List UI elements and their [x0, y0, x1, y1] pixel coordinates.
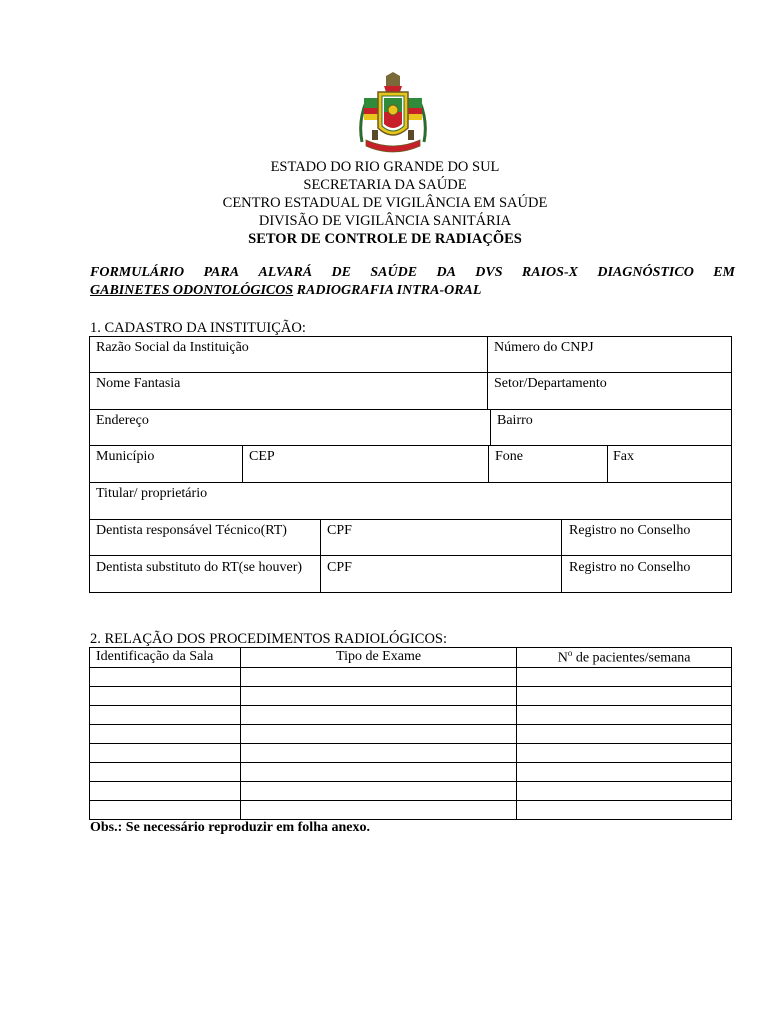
form-title-line2	[90, 282, 735, 300]
col-header-pacientes	[517, 648, 732, 668]
field-registro-substituto[interactable]: Registro no Conselho	[569, 560, 691, 575]
cell-pacientes[interactable]	[517, 724, 732, 743]
field-cnpj[interactable]: Número do CNPJ	[494, 340, 594, 355]
form-title-word: FORMULÁRIO	[90, 265, 185, 280]
field-nome-fantasia[interactable]: Nome Fantasia	[96, 376, 181, 391]
form-title-word: DVS	[475, 265, 503, 280]
procedures-table-header	[90, 648, 732, 668]
col-divider	[242, 445, 243, 483]
field-cep[interactable]: CEP	[249, 449, 275, 464]
col-divider	[488, 445, 489, 483]
cell-sala[interactable]	[90, 800, 241, 819]
header-secretariat: SECRETARIA DA SAÚDE	[303, 177, 467, 193]
form-title-word: DIAGNÓSTICO	[597, 265, 694, 280]
cell-sala[interactable]	[90, 667, 241, 686]
form-title-word: DA	[436, 265, 456, 280]
form-title-word: DE	[331, 265, 351, 280]
col-header-tipo-exame: Tipo de Exame	[240, 648, 516, 668]
field-endereco[interactable]: Endereço	[96, 413, 149, 428]
cell-tipo-exame[interactable]	[240, 762, 516, 781]
cell-sala[interactable]	[90, 705, 241, 724]
col-header-pacientes-sup: o	[567, 648, 573, 658]
form-title-line1	[90, 264, 735, 282]
table-row[interactable]	[90, 667, 732, 686]
field-bairro[interactable]: Bairro	[497, 413, 533, 428]
field-cpf-rt[interactable]: CPF	[327, 523, 352, 538]
form-title	[90, 264, 735, 300]
form-title-word: RAIOS-X	[521, 265, 578, 280]
field-fax[interactable]: Fax	[613, 449, 634, 464]
field-razao-social[interactable]: Razão Social da Instituição	[96, 340, 249, 355]
form-title-word: ALVARÁ	[258, 265, 313, 280]
form-title-word: EM	[713, 265, 735, 280]
header-sector: SETOR DE CONTROLE DE RADIAÇÕES	[248, 231, 522, 247]
form-title-underlined: GABINETES ODONTOLÓGICOS	[90, 283, 294, 298]
table-row[interactable]	[90, 686, 732, 705]
field-fone[interactable]: Fone	[495, 449, 523, 464]
table-row[interactable]	[90, 762, 732, 781]
field-municipio[interactable]: Município	[96, 449, 155, 464]
cell-tipo-exame[interactable]	[240, 705, 516, 724]
cell-pacientes[interactable]	[517, 705, 732, 724]
table-row[interactable]	[90, 781, 732, 800]
cell-pacientes[interactable]	[517, 743, 732, 762]
section2-heading: 2. RELAÇÃO DOS PROCEDIMENTOS RADIOLÓGICOS:	[90, 631, 448, 647]
cell-sala[interactable]	[90, 762, 241, 781]
observation-note: Obs.: Se necessário reproduzir em folha anexo.	[90, 820, 370, 835]
col-divider	[487, 336, 488, 410]
row-divider	[89, 409, 732, 410]
table-row[interactable]	[90, 705, 732, 724]
col-header-pacientes-n: N	[557, 650, 568, 666]
document-header	[0, 158, 770, 248]
cell-tipo-exame[interactable]	[240, 686, 516, 705]
header-center: CENTRO ESTADUAL DE VIGILÂNCIA EM SAÚDE	[222, 195, 548, 211]
field-titular[interactable]: Titular/ proprietário	[96, 486, 208, 501]
cell-tipo-exame[interactable]	[240, 781, 516, 800]
procedures-table	[89, 647, 732, 820]
table-row[interactable]	[90, 724, 732, 743]
row-divider	[89, 555, 732, 556]
col-divider	[320, 519, 321, 593]
table-row[interactable]	[90, 743, 732, 762]
col-header-sala: Identificação da Sala	[90, 648, 241, 668]
header-state: ESTADO DO RIO GRANDE DO SUL	[270, 159, 500, 175]
row-divider	[89, 519, 732, 520]
cell-tipo-exame[interactable]	[240, 724, 516, 743]
cell-sala[interactable]	[90, 686, 241, 705]
col-header-pacientes-rest: de pacientes/semana	[572, 650, 691, 666]
row-divider	[89, 482, 732, 483]
table-row[interactable]	[90, 800, 732, 819]
field-setor[interactable]: Setor/Departamento	[494, 376, 607, 391]
cell-pacientes[interactable]	[517, 686, 732, 705]
col-divider	[561, 519, 562, 593]
field-dentista-rt[interactable]: Dentista responsável Técnico(RT)	[96, 523, 287, 538]
coat-of-arms-emblem	[356, 72, 430, 156]
cell-pacientes[interactable]	[517, 762, 732, 781]
form-title-rest: RADIOGRAFIA INTRA-ORAL	[293, 283, 482, 298]
cell-tipo-exame[interactable]	[240, 743, 516, 762]
header-division: DIVISÃO DE VIGILÂNCIA SANITÁRIA	[258, 213, 512, 229]
cell-tipo-exame[interactable]	[240, 667, 516, 686]
field-registro-rt[interactable]: Registro no Conselho	[569, 523, 691, 538]
field-dentista-substituto[interactable]: Dentista substituto do RT(se houver)	[96, 560, 303, 575]
cell-sala[interactable]	[90, 743, 241, 762]
cell-pacientes[interactable]	[517, 781, 732, 800]
row-divider	[89, 372, 732, 373]
cell-tipo-exame[interactable]	[240, 800, 516, 819]
col-divider	[607, 445, 608, 483]
cell-sala[interactable]	[90, 724, 241, 743]
col-divider	[490, 409, 491, 446]
section1-heading: 1. CADASTRO DA INSTITUIÇÃO:	[90, 320, 306, 336]
cell-sala[interactable]	[90, 781, 241, 800]
cell-pacientes[interactable]	[517, 667, 732, 686]
field-cpf-substituto[interactable]: CPF	[327, 560, 352, 575]
cell-pacientes[interactable]	[517, 800, 732, 819]
form-title-word: SAÚDE	[370, 265, 418, 280]
form-title-word: PARA	[203, 265, 240, 280]
row-divider	[89, 445, 732, 446]
